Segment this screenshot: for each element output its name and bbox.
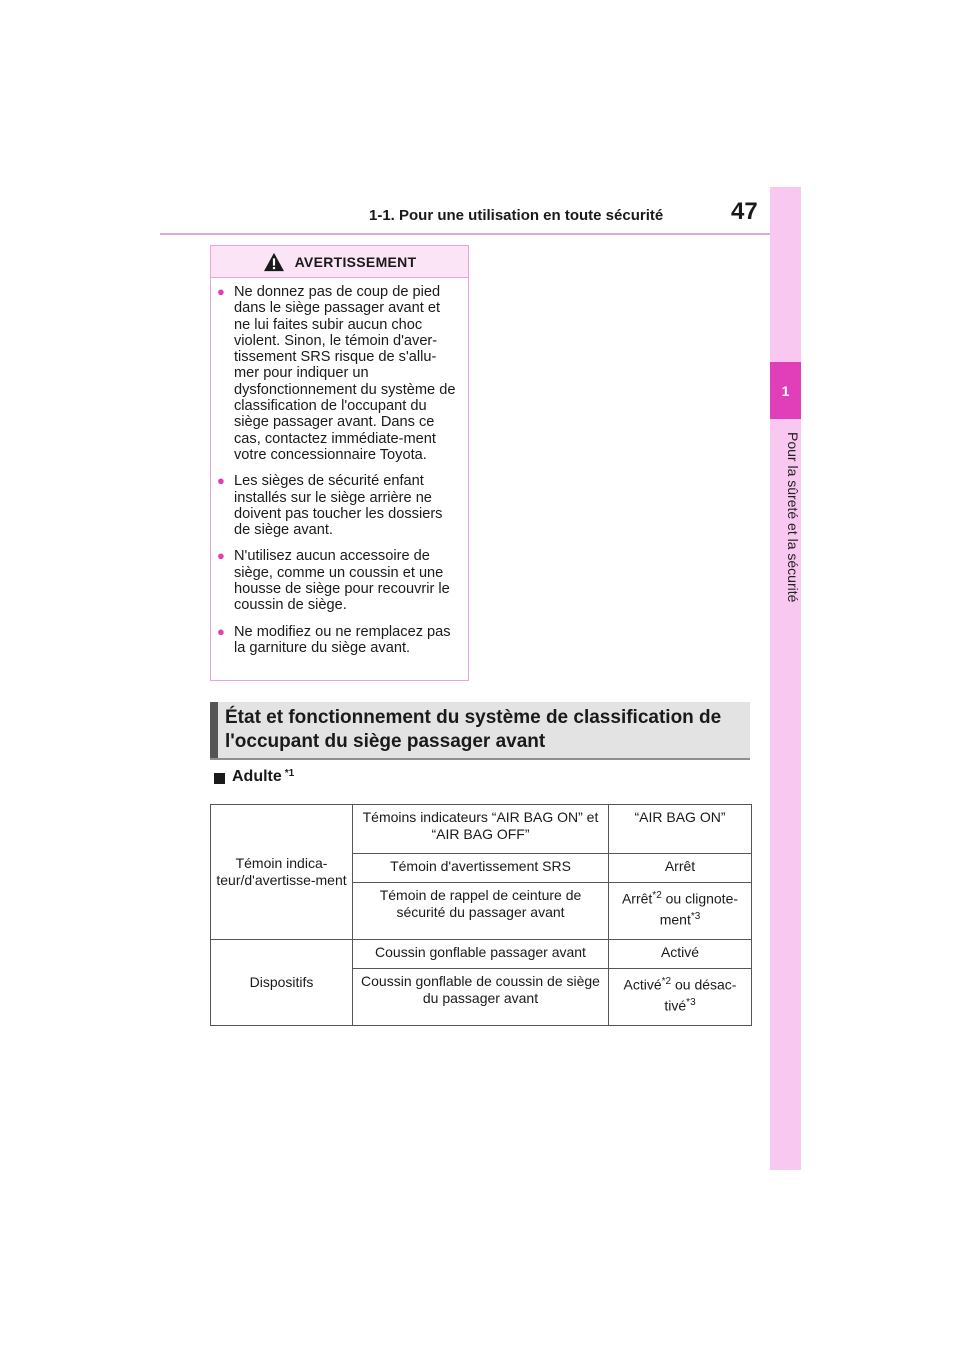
- cell-text: Activé: [623, 976, 662, 993]
- table-cell: Témoin d'avertissement SRS: [353, 854, 609, 883]
- table-cell: Arrêt: [609, 854, 752, 883]
- warning-item: [217, 624, 460, 657]
- warning-item-text: Les sièges de sécurité enfant installés sur le siège arrière ne doivent pas toucher les dossiers de siège avant.: [234, 473, 443, 539]
- warning-item-text: N'utilisez aucun accessoire de siège, comme un coussin et une housse de siège pour recouvrir le coussin de siège.: [234, 548, 450, 614]
- bullet-icon: ●: [217, 473, 225, 489]
- cell-note: *2: [652, 890, 662, 901]
- warning-title: AVERTISSEMENT: [294, 253, 417, 270]
- page-number: 47: [731, 198, 758, 225]
- table-cell: [609, 883, 752, 940]
- cell-text: ou désac-tivé: [664, 976, 737, 1014]
- warning-list: [211, 278, 468, 656]
- table-cell: “AIR BAG ON”: [609, 805, 752, 854]
- status-table: [210, 804, 752, 1026]
- subheading-label: Adulte: [232, 768, 282, 785]
- side-tab: [770, 187, 801, 1170]
- subheading-note: *1: [284, 768, 295, 779]
- warning-header: [211, 246, 468, 278]
- header-rule: [160, 233, 770, 235]
- warning-box: [210, 245, 469, 681]
- chapter-number: 1: [770, 362, 801, 419]
- bullet-icon: ●: [217, 623, 225, 639]
- warning-item: [217, 548, 460, 613]
- warning-item-text: Ne modifiez ou ne remplacez pas la garniture du siège avant.: [234, 623, 451, 656]
- warning-item: [217, 473, 460, 538]
- table-cell: [609, 969, 752, 1026]
- bullet-icon: ●: [217, 284, 225, 299]
- table-cell: Coussin gonflable passager avant: [353, 940, 609, 969]
- table-group-cell: Témoin indica-teur/d'avertisse-ment: [211, 805, 353, 940]
- cell-text: ou clignote-ment: [659, 890, 739, 928]
- warning-item-text: Ne donnez pas de coup de pied dans le siège passager avant et ne lui faites subir aucun choc violent. Sinon, le témoin d'aver-tissement SRS risque de s'allu-mer pour indiquer un dysfonctionnement du système de classification de l'occupant du siège passager avant. Dans ce cas, contactez immédiate-ment votre concessionnaire Toyota.: [234, 284, 456, 463]
- section-bar: [210, 702, 218, 758]
- table-cell: Coussin gonflable de coussin de siège du passager avant: [353, 969, 609, 1026]
- table-cell: Témoins indicateurs “AIR BAG ON” et “AIR BAG OFF”: [353, 805, 609, 854]
- bullet-icon: ●: [217, 548, 225, 564]
- warning-triangle-icon: [263, 252, 285, 272]
- table-group-cell: Dispositifs: [211, 940, 353, 1026]
- table-row: [211, 940, 752, 969]
- cell-note: *2: [661, 976, 672, 987]
- subheading: [214, 768, 294, 786]
- square-bullet-icon: [214, 773, 225, 784]
- section-heading-box: [210, 702, 750, 760]
- table-row: [211, 805, 752, 854]
- section-title: État et fonctionnement du système de classification de l'occupant du siège passager avant: [225, 707, 722, 752]
- cell-note: *3: [690, 910, 701, 922]
- table-cell: Activé: [609, 940, 752, 969]
- warning-item: [217, 284, 460, 463]
- table-cell: Témoin de rappel de ceinture de sécurité du passager avant: [353, 883, 609, 940]
- chapter-label: Pour la sûreté et la sécurité: [785, 432, 801, 603]
- cell-note: *3: [686, 996, 696, 1008]
- header-title: 1-1. Pour une utilisation en toute sécurité: [369, 207, 664, 224]
- cell-text: Arrêt: [621, 890, 653, 907]
